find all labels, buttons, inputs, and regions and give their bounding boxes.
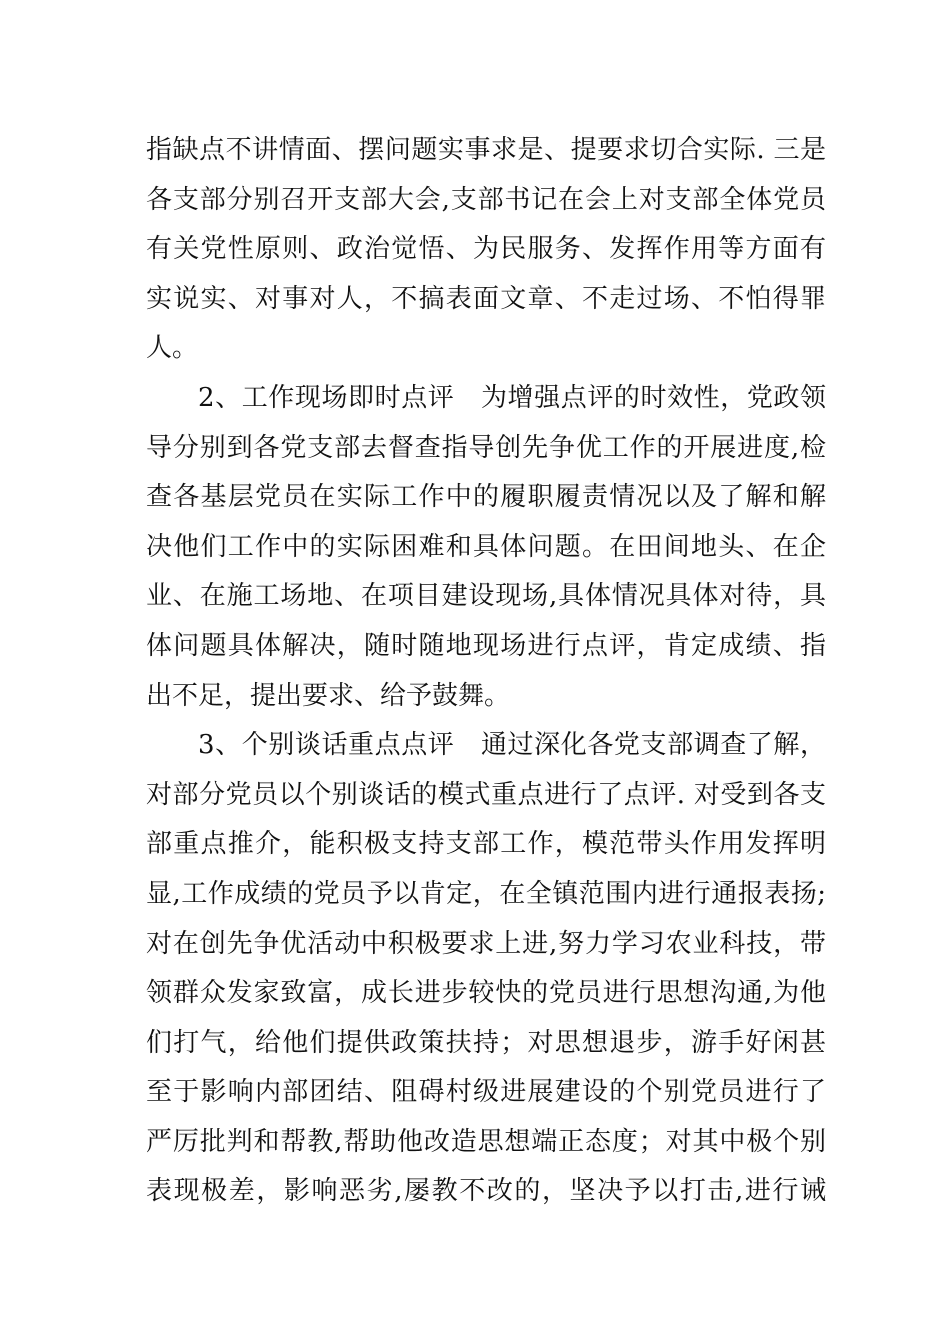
body-text: [146, 126, 826, 1217]
text-line: 们打气，给他们提供政策扶持；对思想退步，游手好闲甚: [146, 1027, 826, 1058]
text-line: 领群众发家致富，成长进步较快的党员进行思想沟通,为他: [146, 978, 826, 1009]
section-heading-line: 3、个别谈话重点点评 通过深化各党支部调查了解，: [198, 730, 826, 761]
text-line: 指缺点不讲情面、摆问题实事求是、提要求切合实际. 三是: [146, 135, 826, 165]
text-line: 部重点推介，能积极支持支部工作，模范带头作用发挥明: [146, 829, 826, 860]
text-line: 至于影响内部团结、阻碍村级进展建设的个别党员进行了: [146, 1077, 826, 1108]
text-line: 人。: [146, 333, 199, 364]
text-line: 出不足，提出要求、给予鼓舞。: [146, 680, 511, 711]
text-line: 导分别到各党支部去督查指导创先争优工作的开展进度,检: [146, 432, 826, 463]
text-line: 查各基层党员在实际工作中的履职履责情况以及了解和解: [146, 482, 826, 513]
text-line: 实说实、对事对人，不搞表面文章、不走过场、不怕得罪: [146, 283, 826, 314]
text-line: 对在创先争优活动中积极要求上进,努力学习农业科技，带: [146, 928, 826, 959]
text-line: 各支部分别召开支部大会,支部书记在会上对支部全体党员: [146, 184, 826, 215]
text-line: 业、在施工场地、在项目建设现场,具体情况具体对待，具: [146, 581, 826, 612]
text-line: 显,工作成绩的党员予以肯定，在全镇范围内进行通报表扬;: [146, 878, 826, 909]
text-line: 严厉批判和帮教,帮助他改造思想端正态度；对其中极个别: [146, 1126, 826, 1157]
text-line: 决他们工作中的实际困难和具体问题。在田间地头、在企: [146, 531, 826, 562]
text-line: 对部分党员以个别谈话的模式重点进行了点评. 对受到各支: [146, 779, 826, 810]
text-line: 体问题具体解决，随时随地现场进行点评，肯定成绩、指: [146, 630, 826, 661]
text-line: 有关党性原则、政治觉悟、为民服务、发挥作用等方面有: [146, 234, 826, 265]
section-heading-line: 2、工作现场即时点评 为增强点评的时效性，党政领: [198, 382, 826, 413]
text-line: 表现极差，影响恶劣,屡教不改的，坚决予以打击,进行诫: [146, 1176, 826, 1207]
